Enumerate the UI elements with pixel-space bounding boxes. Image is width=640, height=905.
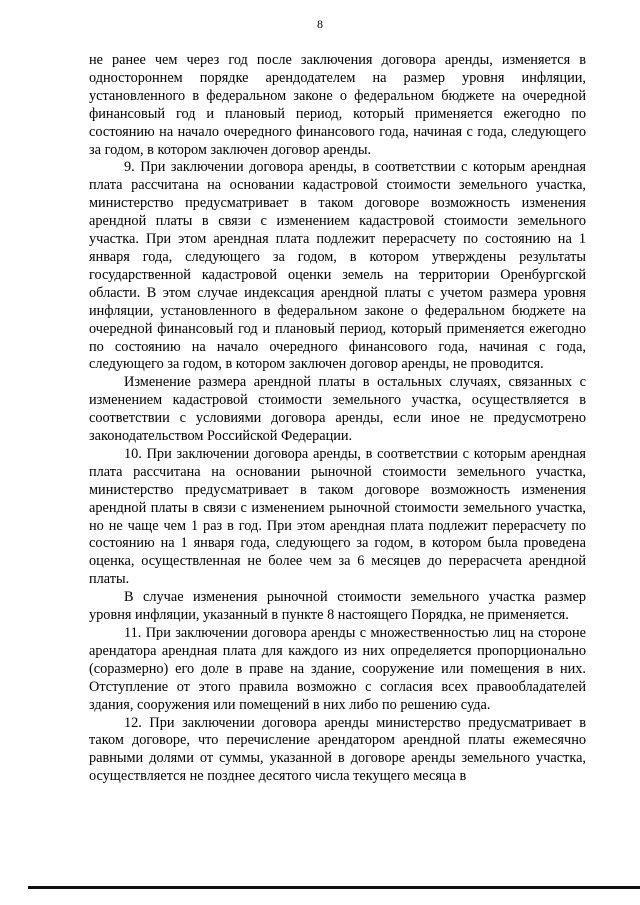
paragraph-clause-10-note: В случае изменения рыночной стоимости земельного участка размер уровня инфляции, указанный в пункте 8 настоящего Порядка, не применяется. <box>89 589 586 624</box>
document-body <box>89 52 586 786</box>
page-number: 8 <box>317 17 323 31</box>
paragraph-clause-9-note: Изменение размера арендной платы в остальных случаях, связанных с изменением кадастровой стоимости земельного участка, осуществляется в соответствии с условиями договора аренды, если иное не предусмотрено законодательством Российской Федерации. <box>89 374 586 445</box>
paragraph-continuation: не ранее чем через год после заключения договора аренды, изменяется в одностороннем порядке арендодателем на размер уровня инфляции, установленного в федеральном законе о федеральном бюджете на очередной финансовый год и плановый период, который применяется ежегодно по состоянию на начало очередного финансового года, начиная с года, следующего за годом, в котором заключен договор аренды. <box>89 52 586 158</box>
paragraph-clause-12: 12. При заключении договора аренды министерство предусматривает в таком договоре, что перечисление арендатором арендной платы ежемесячно равными долями от суммы, указанной в договоре аренды земельного участка, осуществляется не позднее десятого числа текущего месяца в <box>89 714 586 785</box>
paragraph-clause-9: 9. При заключении договора аренды, в соответствии с которым арендная плата рассчитана на основании кадастровой стоимости земельного участка, министерство предусматривает в таком договоре возможность изменения арендной платы в связи с изменением кадастровой стоимости земельного участка. При этом арендная плата подлежит перерасчету по состоянию на 1 января года, следующего за годом, в котором утверждены результаты государственной кадастровой оценки земель на территории Оренбургской области. В этом случае индексация арендной платы с учетом размера уровня инфляции, установленного в федеральном законе о федеральном бюджете на очередной финансовый год и плановый период, который применяется ежегодно по состоянию на начало очередного финансового года, начиная с года, следующего за годом, в котором заключен договор аренды, не проводится. <box>89 159 586 373</box>
paragraph-clause-11: 11. При заключении договора аренды с множественностью лиц на стороне арендатора арендная плата для каждого из них определяется пропорционально (соразмерно) его доле в праве на здание, сооружение или помещения в них. Отступление от этого правила возможно с согласия всех правообладателей здания, сооружения или помещений в них либо по решению суда. <box>89 625 586 713</box>
bottom-border-line <box>28 886 640 889</box>
paragraph-clause-10: 10. При заключении договора аренды, в соответствии с которым арендная плата рассчитана на основании рыночной стоимости земельного участка, министерство предусматривает в таком договоре возможность изменения арендной платы в связи с изменением рыночной стоимости земельного участка, но не чаще чем 1 раз в год. При этом арендная плата подлежит перерасчету по состоянию на 1 января года, следующего за годом, в котором была проведена оценка, осуществленная не более чем за 6 месяцев до перерасчета арендной платы. <box>89 445 586 588</box>
